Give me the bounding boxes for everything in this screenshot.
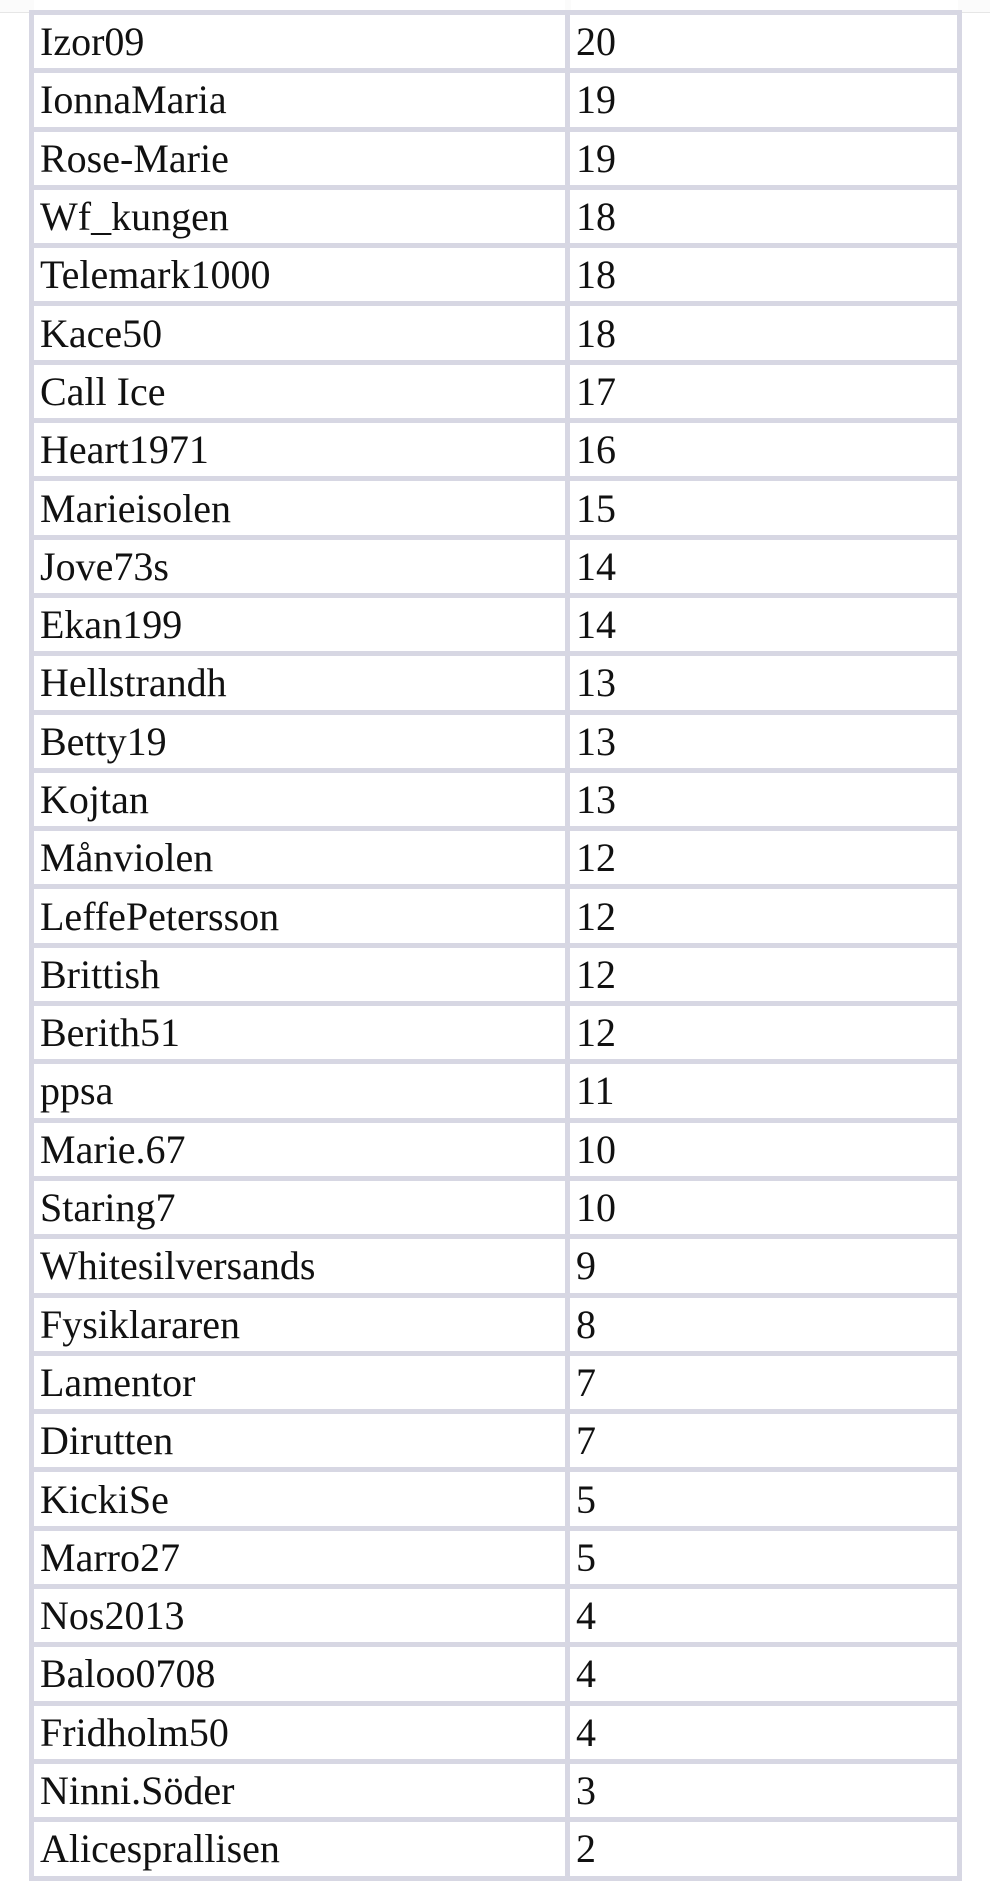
score-cell: 12 bbox=[570, 1006, 957, 1059]
leaderboard-table bbox=[29, 10, 962, 1881]
username-cell: Månviolen bbox=[34, 831, 565, 884]
table-row bbox=[34, 73, 957, 126]
score-cell: 14 bbox=[570, 598, 957, 651]
score-cell: 8 bbox=[570, 1298, 957, 1351]
username-cell: Hellstrandh bbox=[34, 656, 565, 709]
score-cell: 4 bbox=[570, 1706, 957, 1759]
table-row bbox=[34, 1123, 957, 1176]
score-cell: 14 bbox=[570, 540, 957, 593]
table-row bbox=[34, 1764, 957, 1817]
table-row bbox=[34, 306, 957, 359]
table-row bbox=[34, 656, 957, 709]
score-cell: 10 bbox=[570, 1181, 957, 1234]
username-cell: Fridholm50 bbox=[34, 1706, 565, 1759]
table-row bbox=[34, 889, 957, 942]
username-cell: Wf_kungen bbox=[34, 190, 565, 243]
table-row bbox=[34, 365, 957, 418]
score-cell: 7 bbox=[570, 1414, 957, 1467]
username-cell: LeffePetersson bbox=[34, 889, 565, 942]
table-row bbox=[34, 1006, 957, 1059]
score-cell: 13 bbox=[570, 715, 957, 768]
table-row bbox=[34, 190, 957, 243]
username-cell: Alicesprallisen bbox=[34, 1822, 565, 1875]
table-row bbox=[34, 1531, 957, 1584]
leaderboard-body bbox=[34, 15, 957, 1876]
table-row bbox=[34, 773, 957, 826]
username-cell: Ekan199 bbox=[34, 598, 565, 651]
score-cell: 11 bbox=[570, 1064, 957, 1117]
table-row bbox=[34, 1589, 957, 1642]
table-row bbox=[34, 1706, 957, 1759]
username-cell: Marro27 bbox=[34, 1531, 565, 1584]
username-cell: Fysiklararen bbox=[34, 1298, 565, 1351]
username-cell: Brittish bbox=[34, 948, 565, 1001]
score-cell: 16 bbox=[570, 423, 957, 476]
score-cell: 3 bbox=[570, 1764, 957, 1817]
username-cell: Telemark1000 bbox=[34, 248, 565, 301]
username-cell: Kace50 bbox=[34, 306, 565, 359]
username-cell: Betty19 bbox=[34, 715, 565, 768]
score-cell: 4 bbox=[570, 1589, 957, 1642]
table-row bbox=[34, 132, 957, 185]
username-cell: Staring7 bbox=[34, 1181, 565, 1234]
username-cell: ppsa bbox=[34, 1064, 565, 1117]
score-cell: 15 bbox=[570, 481, 957, 534]
username-cell: Baloo0708 bbox=[34, 1647, 565, 1700]
table-row bbox=[34, 831, 957, 884]
table-row bbox=[34, 1064, 957, 1117]
table-row bbox=[34, 1356, 957, 1409]
table-row bbox=[34, 15, 957, 68]
score-cell: 4 bbox=[570, 1647, 957, 1700]
score-cell: 12 bbox=[570, 948, 957, 1001]
username-cell: Jove73s bbox=[34, 540, 565, 593]
username-cell: KickiSe bbox=[34, 1472, 565, 1525]
score-cell: 12 bbox=[570, 889, 957, 942]
username-cell: Lamentor bbox=[34, 1356, 565, 1409]
score-cell: 9 bbox=[570, 1239, 957, 1292]
score-cell: 5 bbox=[570, 1531, 957, 1584]
score-cell: 18 bbox=[570, 248, 957, 301]
score-cell: 18 bbox=[570, 306, 957, 359]
score-cell: 13 bbox=[570, 656, 957, 709]
username-cell: Izor09 bbox=[34, 15, 565, 68]
score-cell: 17 bbox=[570, 365, 957, 418]
score-cell: 5 bbox=[570, 1472, 957, 1525]
table-row bbox=[34, 1414, 957, 1467]
table-row bbox=[34, 1472, 957, 1525]
table-row bbox=[34, 948, 957, 1001]
score-cell: 19 bbox=[570, 132, 957, 185]
score-cell: 20 bbox=[570, 15, 957, 68]
score-cell: 19 bbox=[570, 73, 957, 126]
table-row bbox=[34, 423, 957, 476]
table-row bbox=[34, 540, 957, 593]
username-cell: Heart1971 bbox=[34, 423, 565, 476]
table-row bbox=[34, 1822, 957, 1875]
table-row bbox=[34, 1181, 957, 1234]
username-cell: Marie.67 bbox=[34, 1123, 565, 1176]
score-cell: 12 bbox=[570, 831, 957, 884]
username-cell: IonnaMaria bbox=[34, 73, 565, 126]
username-cell: Dirutten bbox=[34, 1414, 565, 1467]
score-cell: 18 bbox=[570, 190, 957, 243]
username-cell: Ninni.Söder bbox=[34, 1764, 565, 1817]
username-cell: Whitesilversands bbox=[34, 1239, 565, 1292]
table-row bbox=[34, 248, 957, 301]
table-row bbox=[34, 598, 957, 651]
username-cell: Call Ice bbox=[34, 365, 565, 418]
username-cell: Kojtan bbox=[34, 773, 565, 826]
username-cell: Marieisolen bbox=[34, 481, 565, 534]
table-row bbox=[34, 715, 957, 768]
table-row bbox=[34, 1298, 957, 1351]
username-cell: Nos2013 bbox=[34, 1589, 565, 1642]
score-cell: 13 bbox=[570, 773, 957, 826]
table-row bbox=[34, 481, 957, 534]
username-cell: Rose-Marie bbox=[34, 132, 565, 185]
table-row bbox=[34, 1239, 957, 1292]
score-cell: 10 bbox=[570, 1123, 957, 1176]
table-row bbox=[34, 1647, 957, 1700]
username-cell: Berith51 bbox=[34, 1006, 565, 1059]
score-cell: 2 bbox=[570, 1822, 957, 1875]
score-cell: 7 bbox=[570, 1356, 957, 1409]
